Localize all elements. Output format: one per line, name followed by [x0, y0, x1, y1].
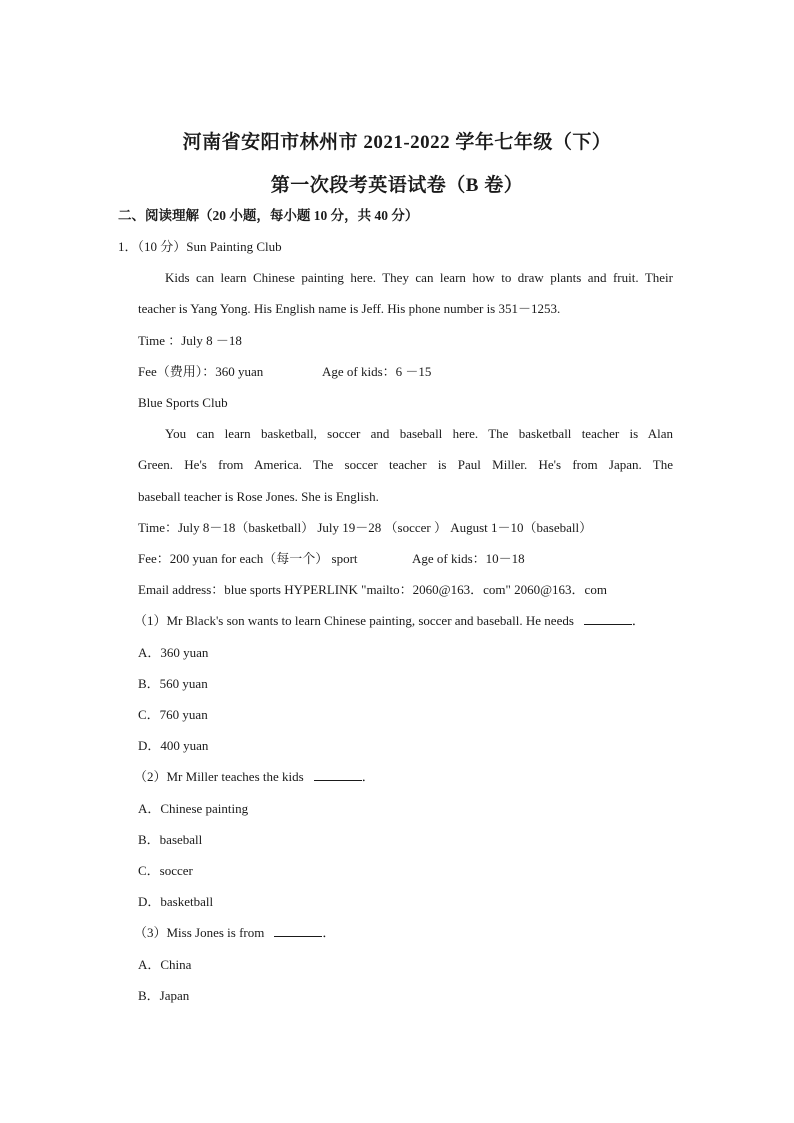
option-1d: D．400 yuan — [138, 738, 209, 753]
option-3a: A．China — [138, 957, 192, 972]
end-mark: ． — [631, 613, 645, 628]
sun-club-paragraph-line2: teacher is Yang Yong. His English name is Jeff. His phone number is 351－1253. — [138, 301, 561, 316]
exam-title-line1: 河南省安阳市林州市 2021-2022 学年七年级（下） — [182, 132, 612, 153]
blue-club-name: Blue Sports Club — [138, 395, 228, 410]
sub-question-3 — [134, 924, 335, 942]
option-1c: C．760 yuan — [138, 707, 208, 722]
blue-club-paragraph-line1: You can learn basketball, soccer and baseball here. The basketball teacher is Alan — [165, 426, 673, 441]
sub-question-3-stem: （3）Miss Jones is from — [134, 925, 265, 940]
sun-club-paragraph-line1: Kids can learn Chinese painting here. They can learn how to draw plants and fruit. Their — [165, 270, 673, 285]
question-number-label: 1．（10 分）Sun Painting Club — [118, 239, 282, 254]
blue-club-paragraph-line2: Green. He's from America. The soccer teacher is Paul Miller. He's from Japan. The — [138, 457, 673, 472]
option-2b: B．baseball — [138, 832, 203, 847]
blue-club-email: Email address：blue sports HYPERLINK "mailto：2060@163．com" 2060@163．com — [138, 582, 607, 597]
exam-title-line2: 第一次段考英语试卷（B 卷） — [270, 175, 524, 196]
option-2a: A．Chinese painting — [138, 801, 249, 816]
sun-club-age: Age of kids：6 －15 — [322, 364, 432, 379]
blue-club-fee: Fee：200 yuan for each（每一个） sport — [138, 551, 358, 566]
sub-question-2-stem: （2）Mr Miller teaches the kids — [134, 769, 304, 784]
sun-club-time: Time ：July 8 －18 — [138, 333, 242, 348]
end-mark: ． — [361, 769, 375, 784]
sub-question-2 — [134, 768, 375, 786]
option-2c: C．soccer — [138, 863, 193, 878]
sun-club-fee: Fee（费用）：360 yuan — [138, 364, 264, 379]
answer-blank — [274, 924, 322, 937]
section-heading: 二、阅读理解（20 小题，每小题 10 分，共 40 分） — [118, 208, 419, 223]
blue-club-age: Age of kids：10－18 — [412, 551, 525, 566]
answer-blank — [584, 612, 632, 625]
sub-question-1-stem: （1）Mr Black's son wants to learn Chinese painting, soccer and baseball. He needs — [134, 613, 574, 628]
option-1b: B．560 yuan — [138, 676, 208, 691]
option-3b: B．Japan — [138, 988, 190, 1003]
option-1a: A．360 yuan — [138, 645, 209, 660]
option-2d: D．basketball — [138, 894, 214, 909]
sub-question-1 — [134, 612, 645, 630]
answer-blank — [314, 768, 362, 781]
blue-club-time: Time：July 8－18（basketball） July 19－28 （soccer ） August 1－10（baseball） — [138, 520, 593, 535]
blue-club-paragraph-line3: baseball teacher is Rose Jones. She is English. — [138, 489, 379, 504]
end-mark: ． — [322, 925, 336, 940]
